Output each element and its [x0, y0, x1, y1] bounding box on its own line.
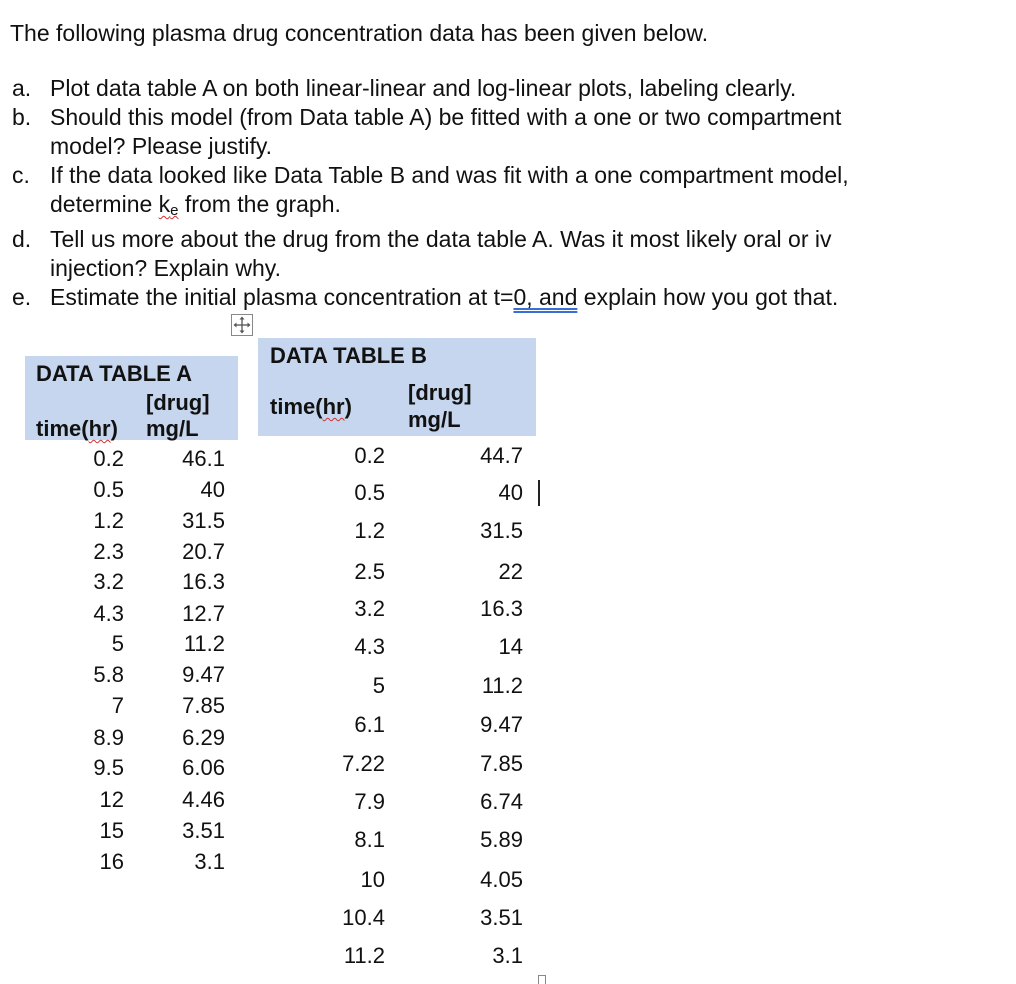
- table-resize-handle[interactable]: [538, 975, 546, 984]
- table-b-time-cell: 5: [372, 673, 385, 698]
- table-a-time-cell: 8.9: [93, 725, 124, 750]
- table-a-conc-cell: 6.29: [182, 725, 225, 750]
- table-a-time-cell: 15: [99, 818, 124, 843]
- table-b-conc-cell: 11.2: [481, 673, 523, 698]
- table-a-time-cell: 0.2: [93, 446, 124, 471]
- question-text: Tell us more about the drug from the data table A. Was it most likely oral or iv: [50, 226, 832, 252]
- question-c: [12, 161, 849, 225]
- table-b-conc-cell: 7.85: [480, 751, 523, 776]
- table-b-time-cell: 7.9: [354, 789, 385, 814]
- table-b-conc-cell: 9.47: [480, 712, 523, 737]
- question-text: Should this model (from Data table A) be fitted with a one or two compartment: [50, 104, 842, 130]
- question-text: injection? Explain why.: [50, 255, 281, 281]
- table-a-conc-cell: 3.51: [182, 818, 225, 843]
- question-text: model? Please justify.: [50, 133, 273, 159]
- text-fragment: from the graph.: [178, 191, 341, 217]
- text-fragment: Estimate the initial plasma concentration at t=: [50, 284, 514, 310]
- table-b-conc-cell: 16.3: [480, 596, 523, 621]
- table-a-time-cell: 5.8: [93, 662, 124, 687]
- table-a-conc-cell: 46.1: [182, 446, 225, 471]
- table-a-time-cell: 16: [99, 849, 124, 874]
- ke-symbol: [159, 191, 179, 217]
- table-b-time-cell: 0.5: [354, 480, 385, 505]
- table-a-conc-cell: 16.3: [182, 569, 225, 594]
- text-fragment: hr: [322, 394, 345, 419]
- k-letter: k: [158, 191, 171, 217]
- table-b-conc-cell: 3.1: [492, 943, 523, 968]
- text-fragment: explain how you got that.: [577, 284, 839, 310]
- question-d: [12, 225, 849, 283]
- table-b-time-cell: 2.5: [354, 559, 385, 584]
- table-a-title: DATA TABLE A: [36, 361, 193, 386]
- table-a-time-cell: 9.5: [93, 755, 124, 780]
- table-b-time-cell: 0.2: [354, 443, 385, 468]
- table-a-conc-cell: 9.47: [182, 662, 225, 687]
- underlined-text[interactable]: 0, and: [513, 284, 578, 310]
- table-b-drug-header: [drug]: [408, 380, 472, 405]
- table-b-conc-cell: 44.7: [480, 443, 523, 468]
- text-fragment: ): [110, 416, 118, 441]
- table-b-conc-cell: 5.89: [480, 827, 523, 852]
- table-b-time-cell: 7.22: [342, 751, 385, 776]
- table-b-unit-header: mg/L: [408, 407, 461, 432]
- table-b-time-cell: 4.3: [354, 634, 385, 659]
- table-a-conc-cell: 31.5: [182, 508, 225, 533]
- table-a-time-cell: 12: [99, 787, 124, 812]
- table-b-time-cell: 11.2: [343, 943, 385, 968]
- e-subscript: e: [170, 202, 179, 219]
- table-b-conc-cell: 31.5: [480, 518, 523, 543]
- text-fragment: ): [344, 394, 352, 419]
- table-b-conc-cell: 6.74: [480, 789, 523, 814]
- table-a-conc-cell: 20.7: [182, 539, 225, 564]
- intro-text: The following plasma drug concentration data has been given below.: [10, 20, 709, 46]
- question-text: Plot data table A on both linear-linear and log-linear plots, labeling clearly.: [50, 75, 797, 101]
- question-b: [12, 103, 849, 161]
- table-a-unit-header: mg/L: [146, 416, 199, 441]
- table-a-time-cell: 0.5: [93, 477, 124, 502]
- table-a-time-cell: 3.2: [93, 569, 124, 594]
- question-e: [12, 283, 849, 312]
- table-b-time-cell: 3.2: [354, 596, 385, 621]
- table-a-conc-cell: 12.7: [182, 601, 225, 626]
- table-b-conc-cell: 3.51: [480, 905, 523, 930]
- text-fragment: time(: [36, 416, 89, 441]
- question-letter: e.: [12, 284, 32, 310]
- table-a-conc-cell: 11.2: [183, 631, 225, 656]
- question-a: [12, 74, 849, 103]
- question-letter: d.: [12, 226, 32, 252]
- text-fragment: hr: [88, 416, 111, 441]
- text-cursor: [538, 480, 540, 506]
- table-b-time-cell: 8.1: [354, 827, 385, 852]
- table-a-conc-cell: 6.06: [182, 755, 225, 780]
- question-letter: a.: [12, 75, 32, 101]
- table-a-time-cell: 7: [111, 693, 124, 718]
- table-a-time-cell: 2.3: [93, 539, 124, 564]
- question-letter: b.: [12, 104, 32, 130]
- text-fragment: time(: [270, 394, 323, 419]
- question-text: [50, 283, 849, 312]
- table-b-title: DATA TABLE B: [270, 343, 427, 368]
- table-a-conc-cell: 4.46: [182, 787, 225, 812]
- table-b-time-cell: 10.4: [342, 905, 385, 930]
- text-fragment: determine: [50, 191, 159, 217]
- question-list: [12, 74, 849, 312]
- table-b-time-cell: 10: [360, 867, 385, 892]
- table-b-time-cell: 6.1: [354, 712, 385, 737]
- table-b-conc-cell: 40: [498, 480, 523, 505]
- table-a-conc-cell: 40: [200, 477, 225, 502]
- move-arrows-icon: [232, 315, 252, 335]
- table-b-conc-cell: 22: [498, 559, 523, 584]
- table-a-conc-cell: 7.85: [182, 693, 225, 718]
- table-move-handle[interactable]: [231, 314, 253, 336]
- table-a-time-header: [36, 417, 118, 441]
- table-a-time-cell: 1.2: [93, 508, 124, 533]
- table-a-time-cell: 5: [111, 631, 124, 656]
- table-b-time-header: [270, 395, 352, 419]
- table-a-drug-header: [drug]: [146, 390, 210, 415]
- table-b-conc-cell: 4.05: [480, 867, 523, 892]
- table-a-conc-cell: 3.1: [194, 849, 225, 874]
- table-b-conc-cell: 14: [498, 634, 523, 659]
- question-letter: c.: [12, 162, 30, 188]
- question-text: If the data looked like Data Table B and was fit with a one compartment model,: [50, 162, 849, 188]
- question-text: [50, 190, 849, 225]
- table-a-time-cell: 4.3: [93, 601, 124, 626]
- table-b-time-cell: 1.2: [354, 518, 385, 543]
